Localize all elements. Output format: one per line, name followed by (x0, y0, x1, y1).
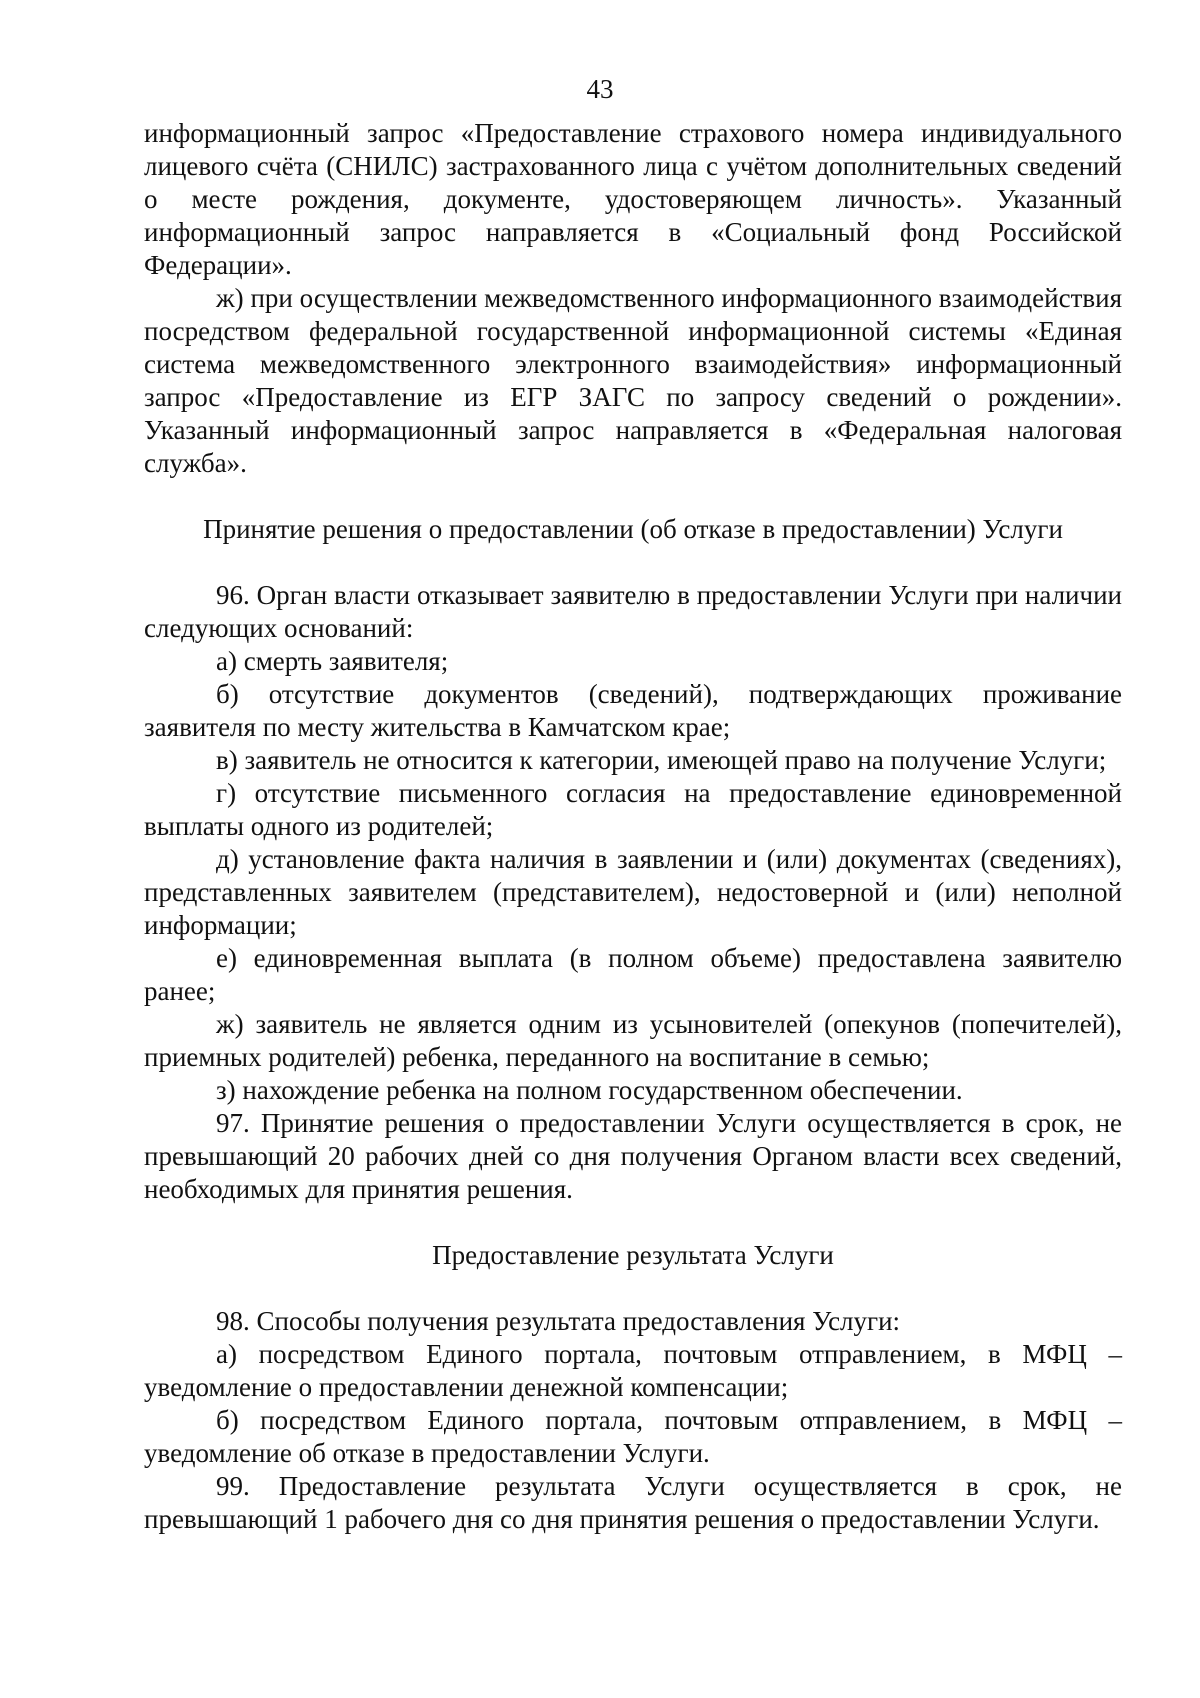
spacer (144, 1272, 1122, 1305)
paragraph: г) отсутствие письменного согласия на предоставление единовременной выплаты одного из родителей; (144, 778, 1122, 841)
spacer (144, 480, 1122, 513)
paragraph: 97. Принятие решения о предоставлении Услуги осуществляется в срок, не превышающий 20 рабочих дней со дня получения Органом власти всех сведений, необходимых для принятия решения. (144, 1108, 1122, 1204)
paragraph: ж) заявитель не является одним из усыновителей (опекунов (попечителей), приемных родителей) ребенка, переданного на воспитание в семью; (144, 1009, 1122, 1072)
paragraph: д) установление факта наличия в заявлении и (или) документах (сведениях), представленных заявителем (представителем), недостоверной и (или) неполной информации; (144, 844, 1122, 940)
paragraph: е) единовременная выплата (в полном объеме) предоставлена заявителю ранее; (144, 943, 1122, 1006)
paragraph: б) посредством Единого портала, почтовым отправлением, в МФЦ – уведомление об отказе в предоставлении Услуги. (144, 1405, 1122, 1468)
paragraph: 98. Способы получения результата предоставления Услуги: (216, 1306, 901, 1336)
paragraph: ж) при осуществлении межведомственного информационного взаимодействия посредством федеральной государственной информационной системы «Единая система межведомственного электронного взаимодействия» информационный запрос «Предоставление из ЕГР ЗАГС по запросу сведений о рождении». Указанный информационный запрос направляется в «Федеральная налоговая служба». (144, 283, 1122, 478)
spacer (144, 1206, 1122, 1239)
spacer (144, 546, 1122, 579)
document-body (144, 117, 1122, 1536)
paragraph: информационный запрос «Предоставление страхового номера индивидуального лицевого счёта (СНИЛС) застрахованного лица с учётом дополнительных сведений о месте рождения, документе, удостоверяющем личность». Указанный информационный запрос направляется в «Социальный фонд Российской Федерации». (144, 118, 1122, 280)
section-heading: Предоставление результата Услуги (432, 1240, 834, 1270)
section-heading: Принятие решения о предоставлении (об отказе в предоставлении) Услуги (203, 514, 1063, 544)
paragraph: 96. Орган власти отказывает заявителю в предоставлении Услуги при наличии следующих оснований: (144, 580, 1122, 643)
page-number: 43 (586, 74, 614, 104)
paragraph: 99. Предоставление результата Услуги осуществляется в срок, не превышающий 1 рабочего дня со дня принятия решения о предоставлении Услуги. (144, 1471, 1122, 1534)
paragraph: б) отсутствие документов (сведений), подтверждающих проживание заявителя по месту жительства в Камчатском крае; (144, 679, 1122, 742)
paragraph: в) заявитель не относится к категории, имеющей право на получение Услуги; (216, 745, 1107, 775)
paragraph: з) нахождение ребенка на полном государственном обеспечении. (216, 1075, 963, 1105)
paragraph: а) смерть заявителя; (216, 646, 449, 676)
paragraph: а) посредством Единого портала, почтовым отправлением, в МФЦ – уведомление о предоставлении денежной компенсации; (144, 1339, 1122, 1402)
